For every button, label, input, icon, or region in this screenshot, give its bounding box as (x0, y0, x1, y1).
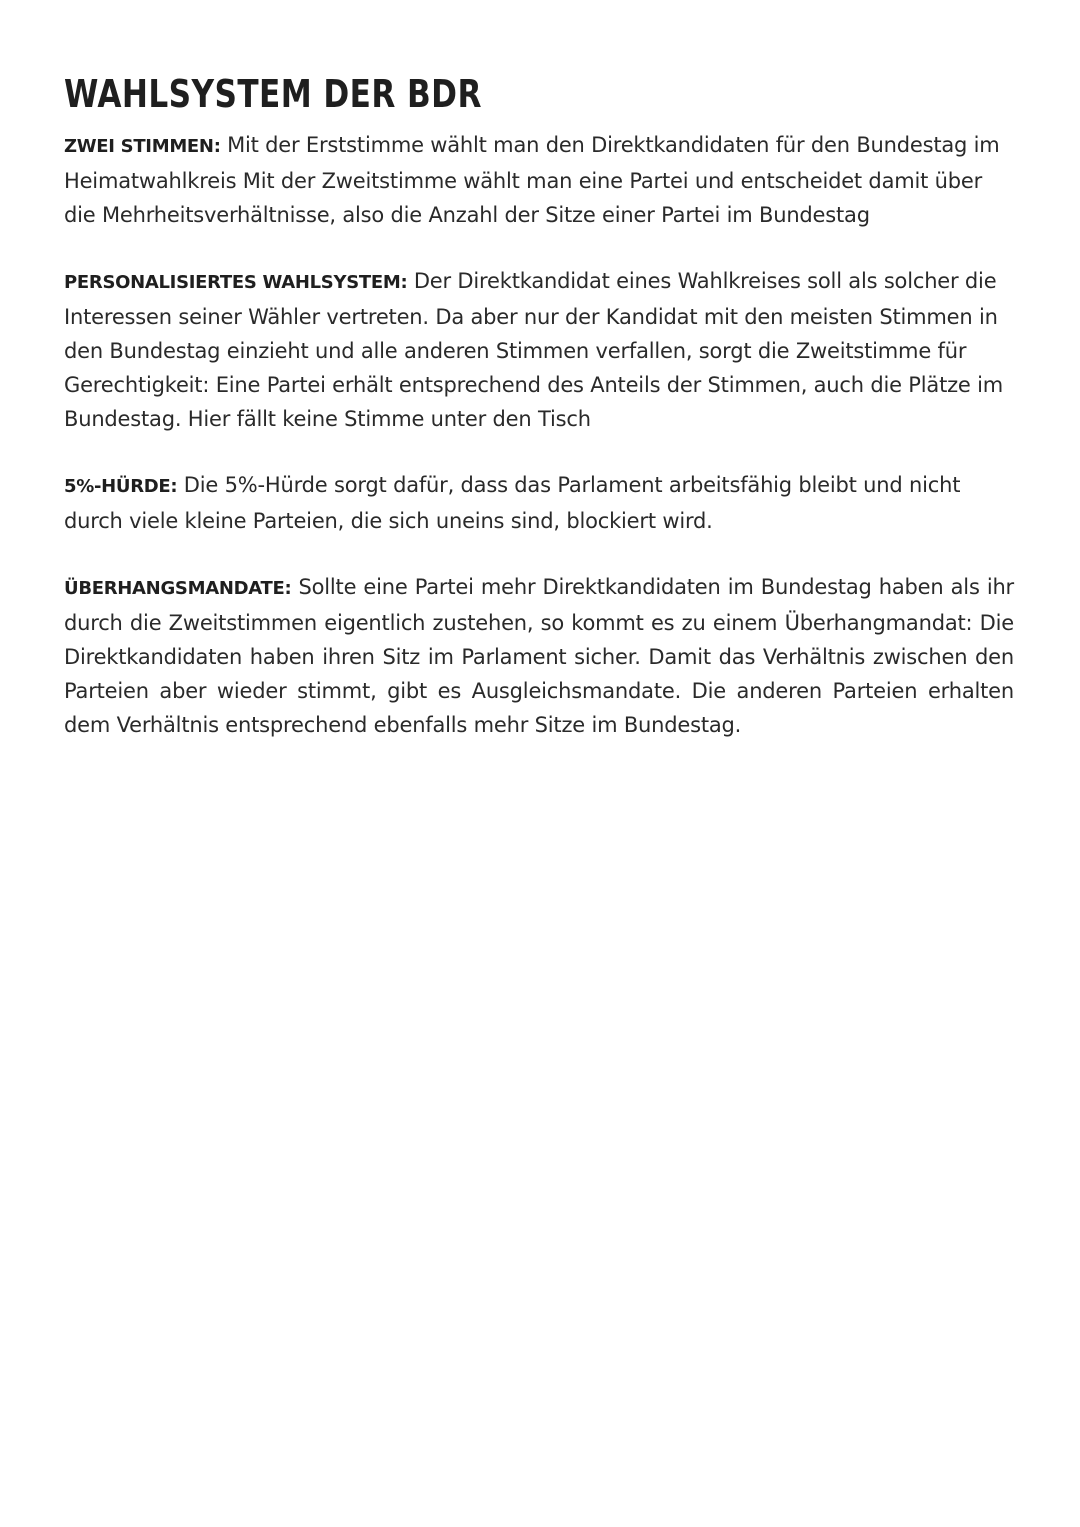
section-text: Die 5%-Hürde sorgt dafür, dass das Parlament arbeitsfähig bleibt und nicht durch viele kleine Parteien, die sich uneins sind, blockiert wird. (64, 473, 961, 533)
section-fuenf-prozent-huerde (64, 468, 1014, 538)
section-text: Sollte eine Partei mehr Direktkandidaten im Bundestag haben als ihr durch die Zweitstimmen eigentlich zustehen, so kommt es zu einem Überhangmandat: Die Direktkandidaten haben ihren Sitz im Parlament sicher. Damit das Verhältnis zwischen den Parteien aber wieder stimmt, gibt es Ausgleichsmandate. Die anderen Parteien erhalten dem Verhältnis entsprechend ebenfalls mehr Sitze im Bundestag. (64, 575, 1014, 737)
section-text: Mit der Erststimme wählt man den Direktkandidaten für den Bundestag im Heimatwahlkreis Mit der Zweitstimme wählt man eine Partei und entscheidet damit über die Mehrheitsverhältnisse, also die Anzahl der Sitze einer Partei im Bundestag (64, 133, 1000, 227)
section-personalisiertes-wahlsystem (64, 264, 1014, 436)
section-label: ZWEI STIMMEN: (64, 136, 221, 157)
section-text: Der Direktkandidat eines Wahlkreises soll als solcher die Interessen seiner Wähler vertreten. Da aber nur der Kandidat mit den meisten Stimmen in den Bundestag einzieht und alle anderen Stimmen verfallen, sorgt die Zweitstimme für Gerechtigkeit: Eine Partei erhält entsprechend des Anteils der Stimmen, auch die Plätze im Bundestag. Hier fällt keine Stimme unter den Tisch (64, 269, 1004, 431)
section-ueberhangsmandate (64, 570, 1014, 742)
document-page (64, 72, 1014, 774)
section-label: PERSONALISIERTES WAHLSYSTEM: (64, 272, 408, 293)
page-title: WAHLSYSTEM DER BDR (64, 72, 482, 116)
section-label: ÜBERHANGSMANDATE: (64, 578, 292, 599)
section-zwei-stimmen (64, 128, 1014, 232)
section-label: 5%-HÜRDE: (64, 476, 178, 497)
